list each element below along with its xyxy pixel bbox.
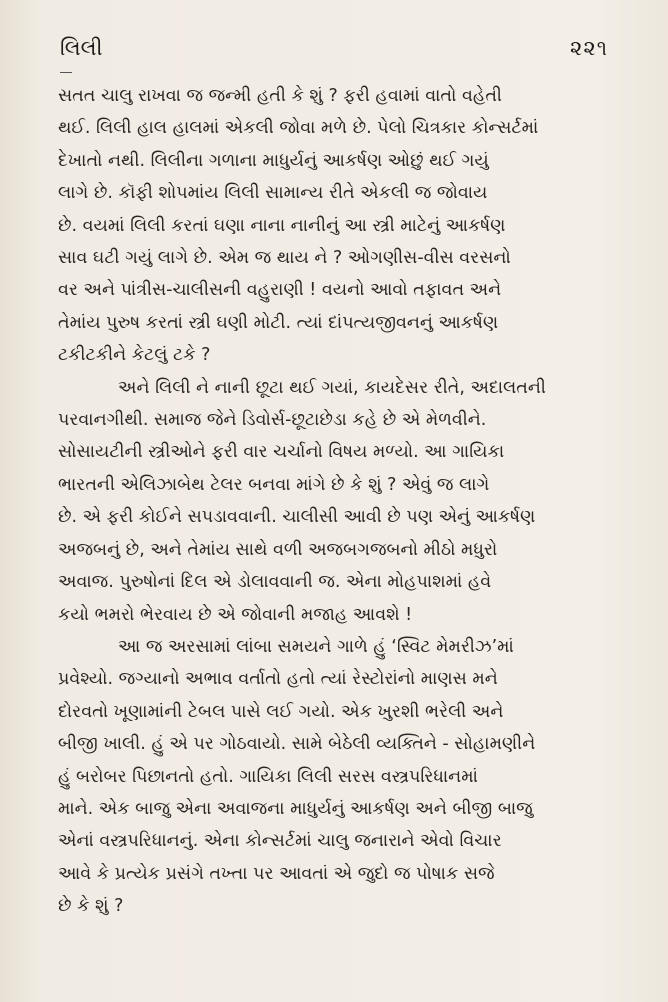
text-line: છે. એ ફરી કોઈને સપડાવવાની. ચાલીસી આવી છે પણ એનું આકર્ષણ [58, 507, 536, 528]
paragraph [58, 80, 610, 372]
text-line: વર અને પાંત્રીસ-ચાલીસની વહુરાણી ! વયનો આવો તફાવત અને [58, 280, 502, 301]
text-line: સોસાયટીની સ્ત્રીઓને ફરી વાર ચર્ચાનો વિષય મળ્યો. આ ગાયિકા [58, 442, 505, 463]
paragraph [58, 372, 610, 631]
text-line: ટકીટકીને કેટલું ટકે ? [58, 345, 211, 366]
paragraph [58, 631, 610, 923]
text-line: તેમાંય પુરુષ કરતાં સ્ત્રી ઘણી મોટી. ત્યાં દાંપત્યજીવનનું આકર્ષણ [58, 312, 499, 333]
text-line: સાવ ઘટી ગયું લાગે છે. એમ જ થાય ને ? ઓગણીસ-વીસ વરસનો [58, 248, 511, 269]
text-line: પ્રવેશ્યો. જગ્યાનો અભાવ વર્તાતો હતો ત્યાં રેસ્ટોરાંનો માણસ મને [58, 669, 498, 690]
text-line: લાગે છે. કૉફી શોપમાંય લિલી સામાન્ય રીતે એકલી જ જોવાય [58, 183, 488, 204]
text-line: ભારતની એલિઝાબેથ ટેલર બનવા માંગે છે કે શું ? એવું જ લાગે [58, 474, 490, 495]
text-line: છે. વયમાં લિલી કરતાં ઘણા નાના નાનીનું આ સ્ત્રી માટેનું આકર્ષણ [58, 215, 506, 236]
text-line: અને લિલી ને નાની છૂટા થઈ ગયાં, કાયદેસર રીતે, અદાલતની [118, 377, 546, 398]
running-head: લિલી [60, 36, 103, 60]
text-line: અવાજ. પુરુષોનાં દિલ એ ડોલાવવાની જ. એના મોહપાશમાં હવે [58, 572, 492, 593]
text-line: પરવાનગીથી. સમાજ જેને ડિવોર્સ-છૂટાછેડા કહે છે એ મેળવીને. [58, 410, 487, 431]
text-line: બીજી ખાલી. હું એ પર ગોઠવાયો. સામે બેઠેલી વ્યક્તિને - સોહામણીને [58, 734, 536, 755]
text-line: દેખાતો નથી. લિલીના ગળાના માધુર્યનું આકર્ષણ ઓછું થઈ ગયું [58, 150, 489, 171]
page-number: ૨૨૧ [570, 36, 608, 60]
text-line: એનાં વસ્ત્રપરિધાનનું. એના કોન્સર્ટમાં ચાલુ જનારાને એવો વિચાર [58, 831, 502, 852]
text-line: કયો ભમરો ભેરવાય છે એ જોવાની મજાહ આવશે ! [58, 604, 413, 625]
text-line: માને. એક બાજુ એના અવાજના માધુર્યનું આકર્ષણ અને બીજી બાજુ [58, 798, 533, 819]
text-line: આ જ અરસામાં લાંબા સમયને ગાળે હું ‘સ્વિટ મેમરીઝ’માં [118, 636, 514, 657]
text-line: હું બરોબર પિછાનતો હતો. ગાયિકા લિલી સરસ વસ્ત્રપરિધાનમાં [58, 766, 478, 787]
text-line: છે કે શું ? [58, 896, 124, 917]
page-header [60, 36, 608, 70]
text-line: દોરવતો ખૂણામાંની ટેબલ પાસે લઈ ગયો. એક ખુરશી ભરેલી અને [58, 701, 504, 722]
text-line: થઈ. લિલી હાલ હાલમાં એકલી જોવા મળે છે. પેલો ચિત્રકાર કોન્સર્ટમાં [58, 118, 539, 139]
text-line: સતત ચાલુ રાખવા જ જન્મી હતી કે શું ? ફરી હવામાં વાતો વહેતી [58, 86, 502, 106]
text-line: અજબનું છે, અને તેમાંય સાથે વળી અજબગજબનો મીઠો મધુરો [58, 539, 498, 560]
body-text [58, 80, 610, 923]
header-mark [60, 72, 72, 73]
text-line: આવે કે પ્રત્યેક પ્રસંગે તખ્તા પર આવતાં એ જુદો જ પોષાક સજે [58, 863, 495, 884]
